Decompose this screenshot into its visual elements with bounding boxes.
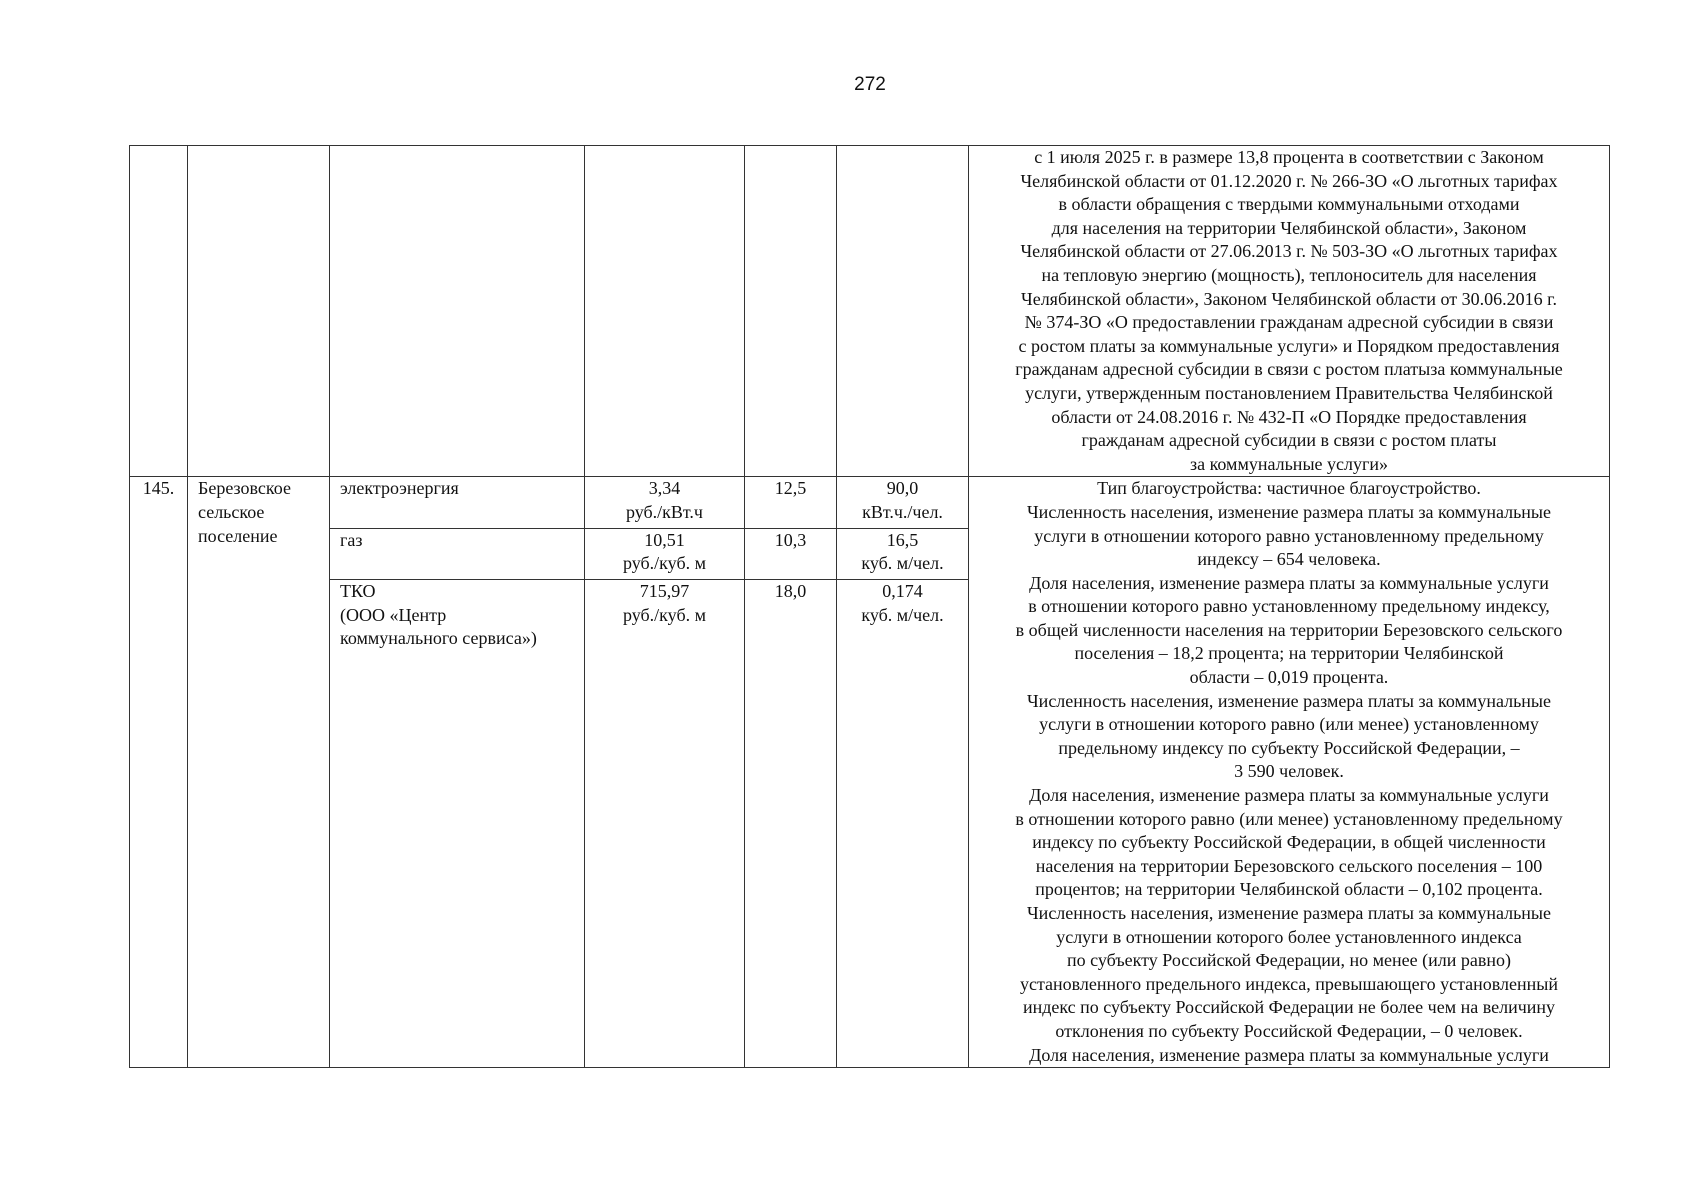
service-norm: 16,5 куб. м/чел. <box>837 528 969 579</box>
service-name: газ <box>330 528 585 579</box>
empty-cell <box>330 146 585 477</box>
service-tariff: 715,97 руб./куб. м <box>585 580 745 1068</box>
service-index: 12,5 <box>745 477 837 528</box>
description-paragraph: Численность населения, изменение размера платы за коммунальные услуги в отношении которого равно установленному предельному индексу – 654 человека. <box>1026 501 1552 570</box>
service-tariff: 3,34 руб./кВт.ч <box>585 477 745 528</box>
empty-cell <box>188 146 330 477</box>
service-name: ТКО (ООО «Центр коммунального сервиса») <box>330 580 585 1068</box>
empty-cell <box>745 146 837 477</box>
service-norm: 90,0 кВт.ч./чел. <box>837 477 969 528</box>
empty-cell <box>837 146 969 477</box>
description-cell <box>969 477 1610 1068</box>
description-paragraph: Доля населения, изменение размера платы за коммунальные услуги в отношении которого равно установленному предельному индексу, в общей численности населения на территории Березовского сельского поселения – 18,2 процента; на территории Челябинской области – 0,019 процента. <box>1015 572 1563 688</box>
empty-cell <box>130 146 188 477</box>
service-index: 18,0 <box>745 580 837 1068</box>
tariff-table <box>129 145 1610 1068</box>
description-paragraph: Численность населения, изменение размера платы за коммунальные услуги в отношении которого равно (или менее) установленному предельному индексу по субъекту Российской Федерации, – 3 590 человек. <box>1026 690 1552 782</box>
service-tariff: 10,51 руб./куб. м <box>585 528 745 579</box>
municipality-name: Березовское сельское поселение <box>188 477 330 1068</box>
service-norm: 0,174 куб. м/чел. <box>837 580 969 1068</box>
empty-cell <box>585 146 745 477</box>
continuation-description: с 1 июля 2025 г. в размере 13,8 процента в соответствии с Законом Челябинской области от 01.12.2020 г. № 266-ЗО «О льготных тарифах в области обращения с твердыми коммунальными отходами для населения на территории Челябинской области», Законом Челябинской области от 27.06.2013 г. № 503-ЗО «О льготных тарифах на тепловую энергию (мощность), теплоноситель для населения Челябинской области», Законом Челябинской области от 30.06.2016 г. № 374-ЗО «О предоставлении гражданам адресной субсидии в связи с ростом платы за коммунальные услуги» и Порядком предоставления гражданам адресной субсидии в связи с ростом платыза коммунальные услуги, утвержденным постановлением Правительства Челябинской области от 24.08.2016 г. № 432-П «О Порядке предоставления гражданам адресной субсидии в связи с ростом платы за коммунальные услуги» <box>969 146 1610 477</box>
description-paragraph: Доля населения, изменение размера платы за коммунальные услуги <box>1029 1044 1549 1065</box>
continuation-row <box>130 146 1610 477</box>
table-row <box>130 477 1610 528</box>
description-paragraph: Численность населения, изменение размера платы за коммунальные услуги в отношении которого более установленного индекса по субъекту Российской Федерации, но менее (или равно) установленного предельного индекса, превышающего установленный индекс по субъекту Российской Федерации не более чем на величину отклонения по субъекту Российской Федерации, – 0 человек. <box>1019 903 1559 1041</box>
row-number: 145. <box>130 477 188 1068</box>
service-name: электроэнергия <box>330 477 585 528</box>
page-number: 272 <box>854 74 886 95</box>
description-paragraph: Тип благоустройства: частичное благоустройство. <box>1097 478 1481 499</box>
service-index: 10,3 <box>745 528 837 579</box>
description-paragraph: Доля населения, изменение размера платы за коммунальные услуги в отношении которого равно (или менее) установленному предельному индексу по субъекту Российской Федерации, в общей численности населения на территории Березовского сельского поселения – 100 процентов; на территории Челябинской области – 0,102 процента. <box>1015 785 1563 900</box>
